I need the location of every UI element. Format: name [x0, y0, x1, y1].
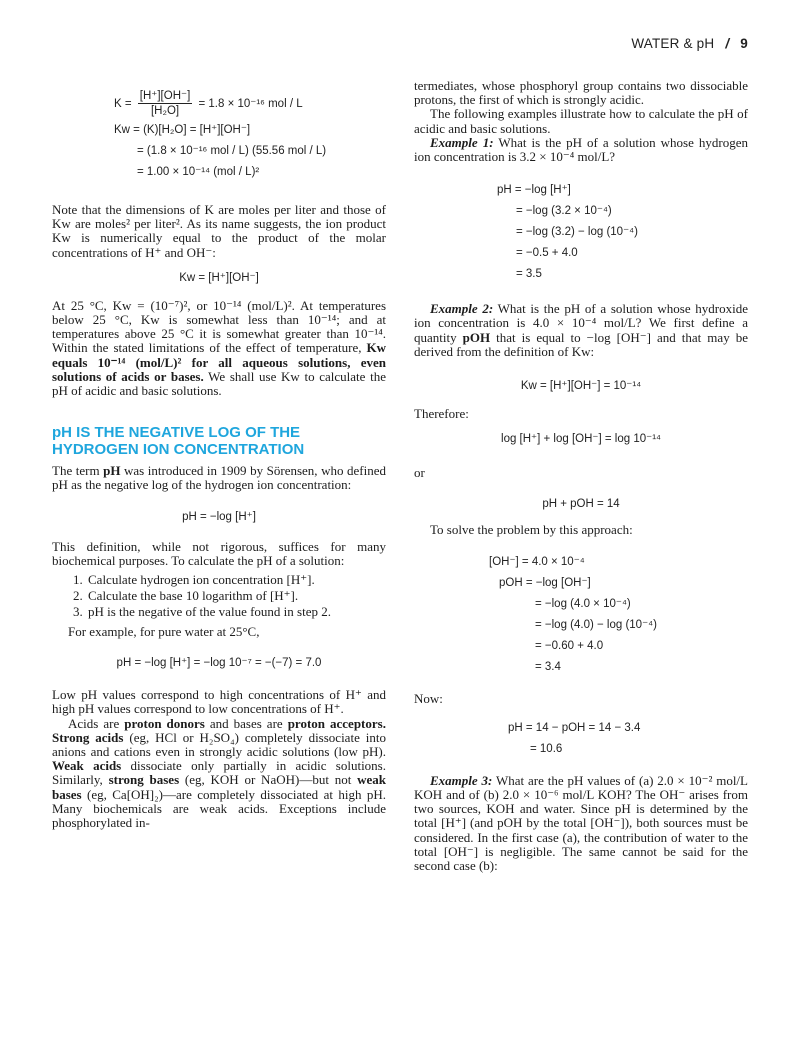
final-ph-equation: pH = 14 − pOH = 14 − 3.4 = 10.6: [508, 721, 641, 755]
example-2: Example 2: What is the pH of a solution whose hydroxide ion concentration is 4.0 × 10⁻⁴ mol/L? We first define a quantity pOH that is equal to −log [OH⁻] and that may be derived from the definition of Kw:: [414, 301, 748, 359]
right-column: [414, 79, 748, 873]
bold-term: strong bases: [108, 772, 180, 788]
example-2-label: Example 2:: [430, 301, 494, 317]
paragraph-rigor: This definition, while not rigorous, suffices for many biochemical purposes. To calculate the pH of a solution:: [52, 538, 386, 568]
or-label: or: [414, 465, 425, 481]
kw-equation-line1: Kw = (K)[H₂O] = [H⁺][OH⁻]: [114, 124, 251, 136]
example-3-label: Example 3:: [430, 772, 493, 788]
bold-term: Strong acids: [52, 729, 124, 745]
example-3: Example 3: What are the pH values of (a) 2.0 × 10⁻² mol/L KOH and of (b) 2.0 × 10⁻⁶ mol/L KOH? The OH⁻ arises from two sources, KOH and water. Since pH is determined by the total [H⁺] (and pOH by the total [OH⁻]), both sources must be considered. In the first case (a), the contribution of water to the total [OH⁻] is negligible. The same cannot be said for the second case (b):: [414, 772, 748, 874]
steps-list: [52, 572, 386, 620]
paragraph-acids-bases: [52, 717, 386, 831]
header-separator: /: [725, 36, 730, 51]
list-item: 1. Calculate hydrogen ion concentration [H⁺].: [86, 572, 386, 588]
kw-bold-statement: Kw equals 10⁻¹⁴ (mol/L)² for all aqueous solutions, even solutions of acids or bases.: [52, 340, 386, 384]
text-run: dissociate only partially in acidic solutions. Similarly,: [52, 758, 386, 788]
example-1: Example 1: What is the pH of a solution whose hydrogen ion concentration is 3.2 × 10⁻⁴ mol/L?: [414, 134, 748, 165]
paragraph-ph-definition: The term pH was introduced in 1909 by Sörensen, who defined pH as the negative log of the hydrogen ion concentration:: [52, 463, 386, 493]
kw-equation-line2: = (1.8 × 10⁻¹⁶ mol / L) (55.56 mol / L): [137, 145, 327, 157]
bold-term: proton acceptors.: [287, 715, 386, 731]
list-item: 3. pH is the negative of the value found in step 2.: [86, 604, 386, 620]
paragraph-pure-water: For example, for pure water at 25°C,: [68, 624, 260, 640]
paragraph-low-ph: Low pH values correspond to high concentrations of H⁺ and high pH values correspond to low concentrations of H⁺.: [52, 687, 386, 717]
bold-term: weak bases: [52, 772, 386, 802]
text-run: (eg, Ca[OH]₂)—are completely dissociated at high pH. Many biochemicals are weak acids. Exceptions include phosphorylated in-: [52, 786, 386, 831]
paragraph-kw-temperature: At 25 °C, Kw = (10⁻⁷)², or 10⁻¹⁴ (mol/L)². At temperatures below 25 °C, Kw is somewhat less than 10⁻¹⁴; and at temperatures above 25 °C it is somewhat greater than 10⁻¹⁴. Within the stated limitations of the effect of temperature, Kw equals 10⁻¹⁴ (mol/L)² for all aqueous solutions, even solutions of acids or bases. We shall use Kw to calculate the pH of acidic and basic solutions.: [52, 297, 386, 399]
now-label: Now:: [414, 690, 443, 706]
k-equation: K = $\frac{[H^+][OH^-]}{\text{[H₂O]}}$ = 1.8 × 10⁻¹⁶ mol / L: [114, 90, 303, 118]
equilibrium-equations: [52, 88, 386, 183]
page-number: 9: [740, 36, 748, 51]
equation-kw: Kw = [H⁺][OH⁻]: [179, 271, 259, 284]
example-1-solution: pH = −log [H⁺] = −log (3.2 × 10⁻⁴) = −log (3.2) − log (10⁻⁴) = −0.5 + 4.0 = 3.5: [497, 184, 638, 281]
running-header: [631, 36, 748, 51]
paragraph-examples-intro: The following examples illustrate how to calculate the pH of acidic and basic solutions.: [414, 106, 748, 136]
text-run: (eg, KOH or NaOH)—but not: [179, 772, 358, 788]
example-1-label: Example 1:: [430, 134, 494, 150]
bold-term: proton donors: [124, 715, 205, 731]
text-run: (eg, HCl or H₂SO₄) completely dissociate into anions and cations even in strongly acidic solutions (low pH).: [52, 729, 386, 760]
example-2-solution: [OH⁻] = 4.0 × 10⁻⁴ pOH = −log [OH⁻] = −log (4.0 × 10⁻⁴) = −log (4.0) − log (10⁻⁴) = −0.60 + 4.0 = 3.4: [489, 555, 657, 673]
running-title: WATER & pH: [631, 36, 715, 51]
left-column: [52, 88, 386, 830]
paragraph-intermediates: termediates, whose phosphoryl group contains two dissociable protons, the first of which is strongly acidic.: [414, 78, 748, 108]
approach-label: To solve the problem by this approach:: [430, 522, 633, 538]
kw-equation-line3: = 1.00 × 10⁻¹⁴ (mol / L)²: [137, 166, 260, 178]
equation-water: pH = −log [H⁺] = −log 10⁻⁷ = −(−7) = 7.0: [116, 657, 322, 670]
bold-term: Weak acids: [52, 758, 122, 774]
equation-ph: pH = −log [H⁺]: [182, 510, 256, 523]
paragraph-dimensions: Note that the dimensions of K are moles per liter and those of Kw are moles² per liter². As its name suggests, the ion product Kw is numerically equal to the product of the molar concentrations of H⁺ and OH⁻:: [52, 202, 386, 260]
equation-log-sum: log [H⁺] + log [OH⁻] = log 10⁻¹⁴: [501, 433, 661, 446]
equation-kw-2: Kw = [H⁺][OH⁻] = 10⁻¹⁴: [520, 380, 642, 393]
therefore-label: Therefore:: [414, 406, 469, 422]
list-item: 2. Calculate the base 10 logarithm of [H⁺].: [86, 588, 386, 604]
k-fraction: $\frac{[H^+][OH^-]}{\text{[H₂O]}}$: [139, 90, 191, 118]
text-run: Acids are: [68, 715, 125, 731]
text-run: and bases are: [204, 715, 288, 731]
section-heading: pH IS THE NEGATIVE LOG OF THE HYDROGEN ION CONCENTRATION: [52, 424, 305, 459]
equation-ph-poh: pH + pOH = 14: [542, 498, 620, 511]
